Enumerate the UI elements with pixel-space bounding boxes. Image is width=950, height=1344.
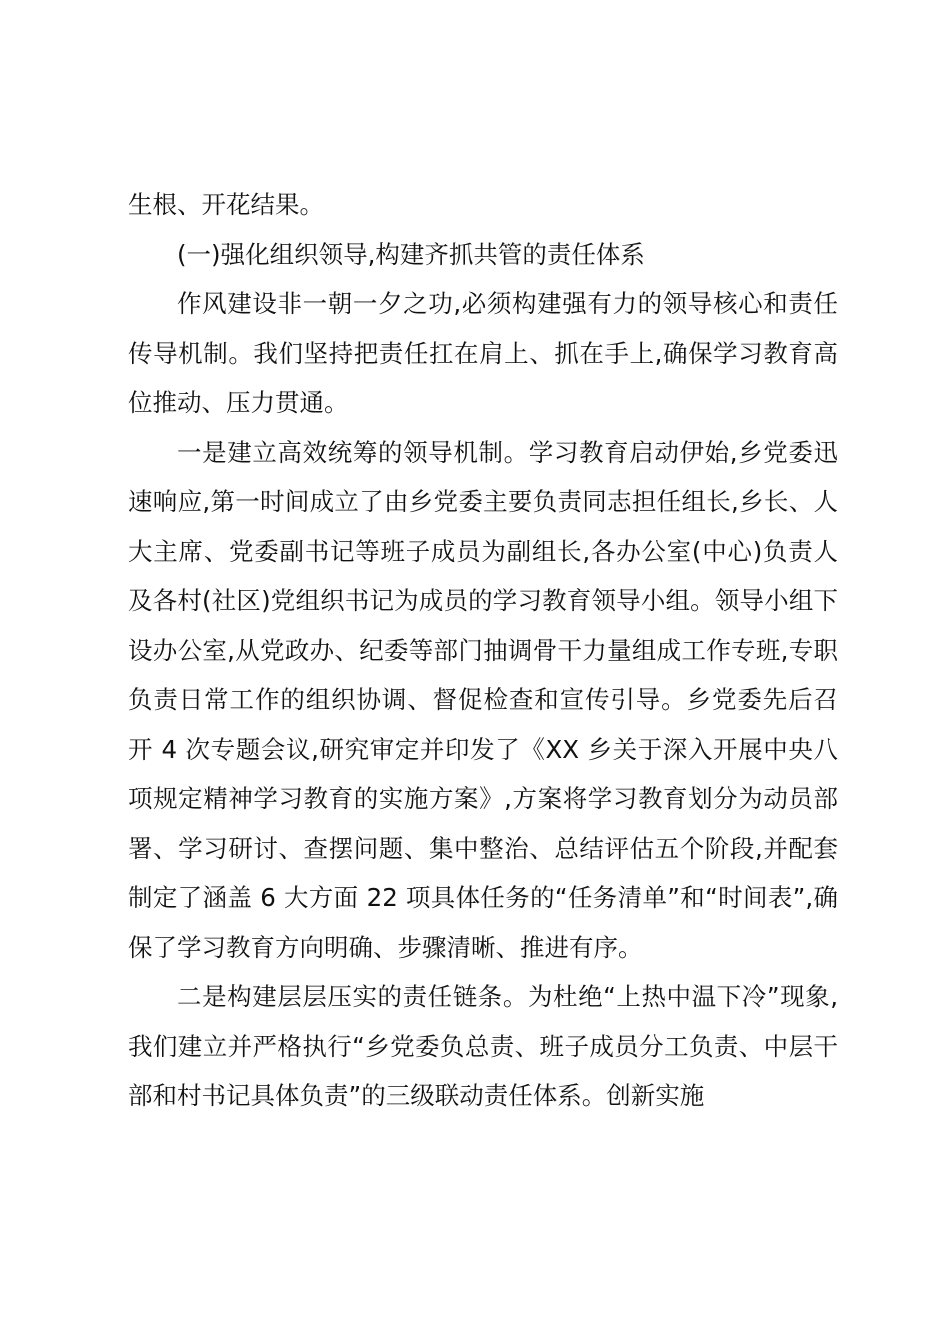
paragraph-intro: 作风建设非一朝一夕之功,必须构建强有力的领导核心和责任传导机制。我们坚持把责任扛在肩上、抓在手上,确保学习教育高位推动、压力贯通。 — [128, 289, 838, 417]
paragraph-continuation: 生根、开花结果。 — [128, 190, 324, 219]
document-body — [128, 180, 838, 1121]
paragraph-leadership-mechanism: 一是建立高效统筹的领导机制。学习教育启动伊始,乡党委迅速响应,第一时间成立了由乡党委主要负责同志担任组长,乡长、人大主席、党委副书记等班子成员为副组长,各办公室(中心)负责人及各村(社区)党组织书记为成员的学习教育领导小组。领导小组下设办公室,从党政办、纪委等部门抽调骨干力量组成工作专班,专职负责日常工作的组织协调、督促检查和宣传引导。乡党委先后召开 4 次专题会议,研究审定并印发了《XX 乡关于深入开展中央八项规定精神学习教育的实施方案》,方案将学习教育划分为动员部署、学习研讨、查摆问题、集中整治、总结评估五个阶段,并配套制定了涵盖 6 大方面 22 项具体任务的“任务清单”和“时间表”,确保了学习教育方向明确、步骤清晰、推进有序。 — [128, 437, 838, 962]
paragraph-responsibility-chain: 二是构建层层压实的责任链条。为杜绝“上热中温下冷”现象,我们建立并严格执行“乡党委负总责、班子成员分工负责、中层干部和村书记具体负责”的三级联动责任体系。创新实施 — [128, 982, 838, 1110]
section-heading: (一)强化组织领导,构建齐抓共管的责任体系 — [177, 239, 645, 269]
